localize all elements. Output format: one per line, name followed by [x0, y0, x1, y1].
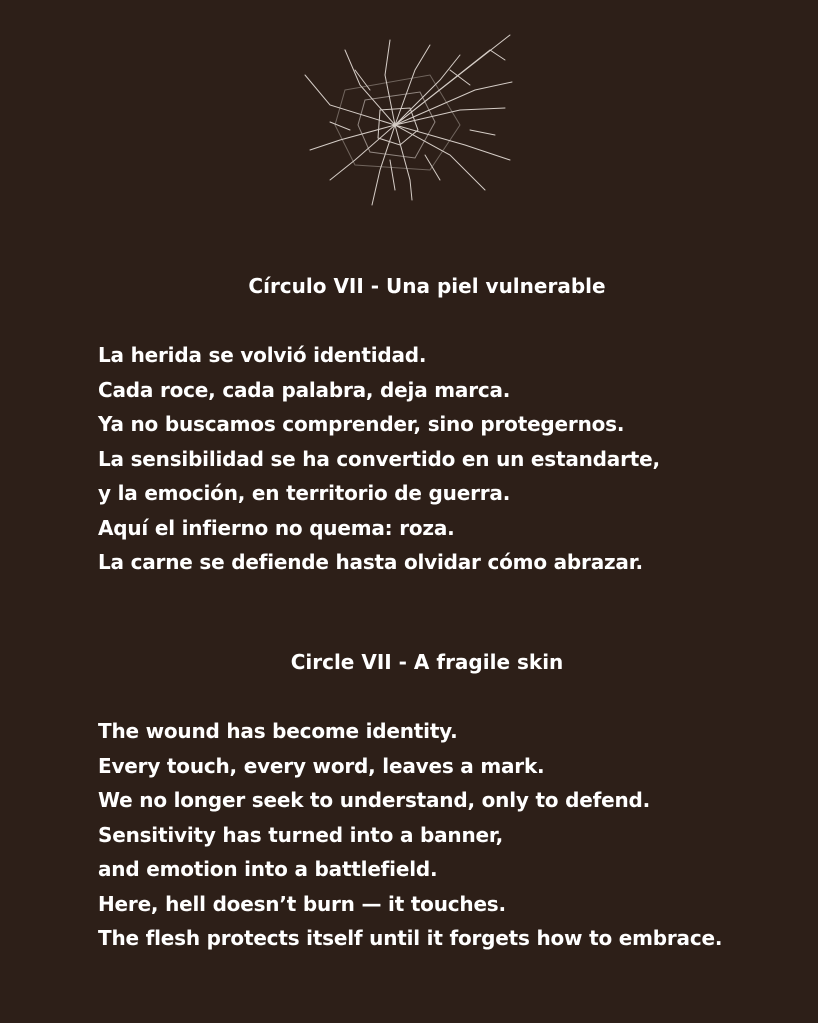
- spanish-title: Círculo VII - Una piel vulnerable: [248, 274, 606, 298]
- poem-line: La carne se defiende hasta olvidar cómo abrazar.: [98, 550, 643, 574]
- poem-line: Aquí el infierno no quema: roza.: [98, 515, 455, 540]
- spanish-poem: [98, 338, 798, 580]
- poem-line: y la emoción, en territorio de guerra.: [98, 481, 511, 505]
- poem-line: and emotion into a battlefield.: [98, 857, 438, 881]
- poem-line: We no longer seek to understand, only to defend.: [98, 788, 651, 812]
- poem-line: The flesh protects itself until it forgets how to embrace.: [98, 926, 723, 950]
- poem-line: Every touch, every word, leaves a mark.: [98, 753, 545, 778]
- poem-line: The wound has become identity.: [98, 719, 458, 743]
- poem-line: Here, hell doesn’t burn — it touches.: [98, 891, 506, 916]
- poem-line: La herida se volvió identidad.: [98, 343, 427, 367]
- cracked-glass-icon: [300, 30, 520, 210]
- poem-line: Cada roce, cada palabra, deja marca.: [98, 377, 511, 402]
- english-title: Circle VII - A fragile skin: [290, 650, 564, 674]
- poem-line: Ya no buscamos comprender, sino protegernos.: [98, 412, 625, 436]
- poem-line: Sensitivity has turned into a banner,: [98, 822, 503, 847]
- english-poem: [98, 714, 798, 956]
- poem-line: La sensibilidad se ha convertido en un estandarte,: [98, 446, 660, 471]
